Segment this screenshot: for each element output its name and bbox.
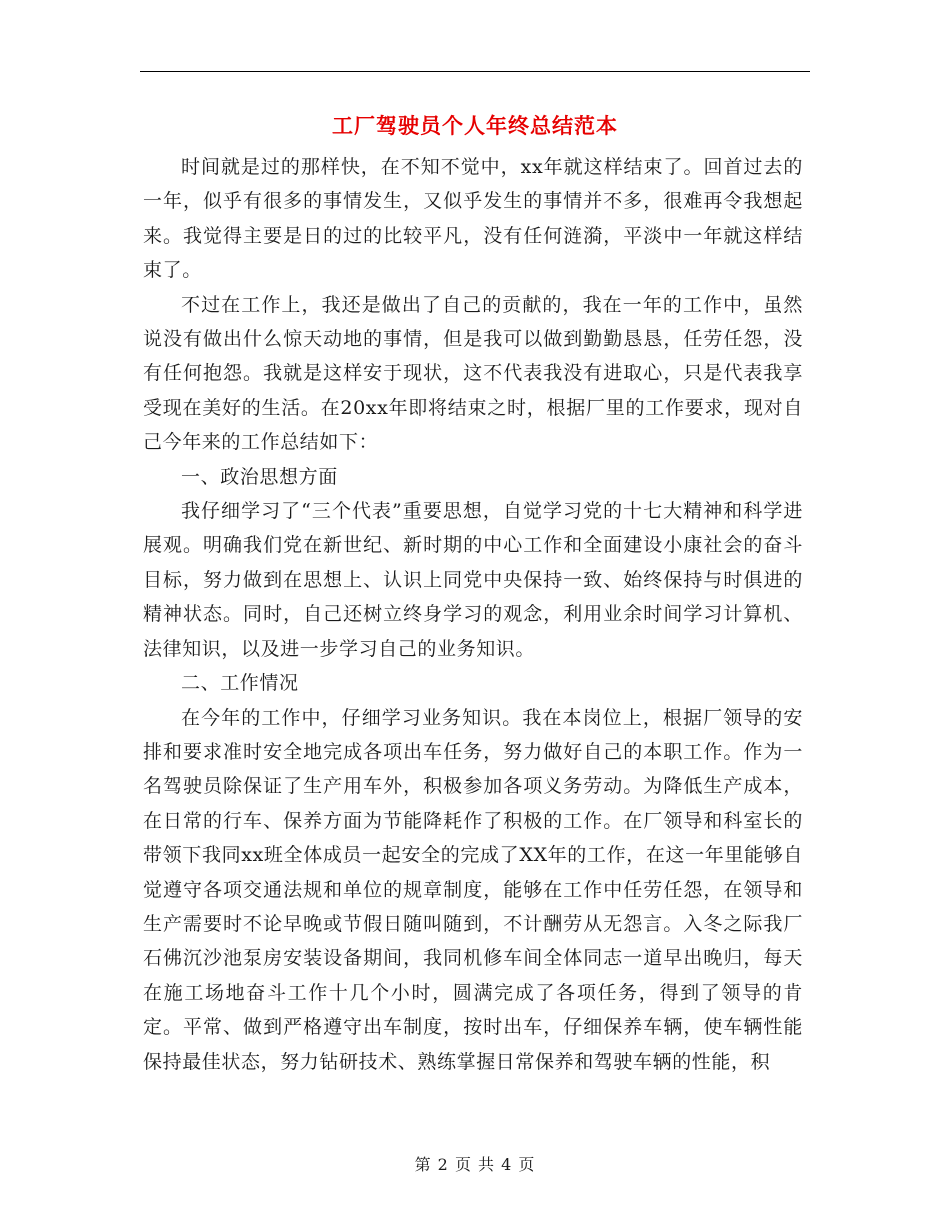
paragraph-work: 在今年的工作中，仔细学习业务知识。我在本岗位上，根据厂领导的安排和要求准时安全地完成各项出车任务，努力做好自己的本职工作。作为一名驾驶员除保证了生产用车外，积极参加各项义务劳动。为降低生产成本，在日常的行车、保养方面为节能降耗作了积极的工作。在厂领导和科室长的带领下我同xx班全体成员一起安全的完成了XX年的工作，在这一年里能够自觉遵守各项交通法规和单位的规章制度，能够在工作中任劳任怨，在领导和生产需要时不论早晚或节假日随叫随到，不计酬劳从无怨言。入冬之际我厂石佛沉沙池泵房安装设备期间，我同机修车间全体同志一道早出晚归，每天在施工场地奋斗工作十几个小时，圆满完成了各项任务，得到了领导的肯定。平常、做到严格遵守出车制度，按时出车，仔细保养车辆，使车辆性能保持最佳状态，努力钻研技术、熟练掌握日常保养和驾驶车辆的性能，积 <box>143 706 803 1073</box>
section-heading-political: 一、政治思想方面 <box>181 465 338 488</box>
paragraph-intro: 时间就是过的那样快，在不知不觉中，xx年就这样结束了。回首过去的一年，似乎有很多的事情发生，又似乎发生的事情并不多，很难再令我想起来。我觉得主要是日的过的比较平凡，没有任何涟漪，平淡中一年就这样结束了。 <box>143 156 803 282</box>
document-body <box>143 150 803 1079</box>
paragraph-work-contribution: 不过在工作上，我还是做出了自己的贡献的，我在一年的工作中，虽然说没有做出什么惊天动地的事情，但是我可以做到勤勤恳恳，任劳任怨，没有任何抱怨。我就是这样安于现状，这不代表我没有进取心，只是代表我享受现在美好的生活。在20xx年即将结束之时，根据厂里的工作要求，现对自己今年来的工作总结如下： <box>143 293 803 454</box>
page-number-footer: 第 2 页 共 4 页 <box>414 1155 536 1174</box>
document-title: 工厂驾驶员个人年终总结范本 <box>332 113 618 138</box>
section-heading-work: 二、工作情况 <box>181 672 299 695</box>
header-rule <box>140 71 810 72</box>
paragraph-political: 我仔细学习了“三个代表”重要思想，自觉学习党的十七大精神和科学进展观。明确我们党在新世纪、新时期的中心工作和全面建设小康社会的奋斗目标，努力做到在思想上、认识上同党中央保持一致、始终保持与时俱进的精神状态。同时，自己还树立终身学习的观念，利用业余时间学习计算机、法律知识，以及进一步学习自己的业务知识。 <box>143 500 803 660</box>
